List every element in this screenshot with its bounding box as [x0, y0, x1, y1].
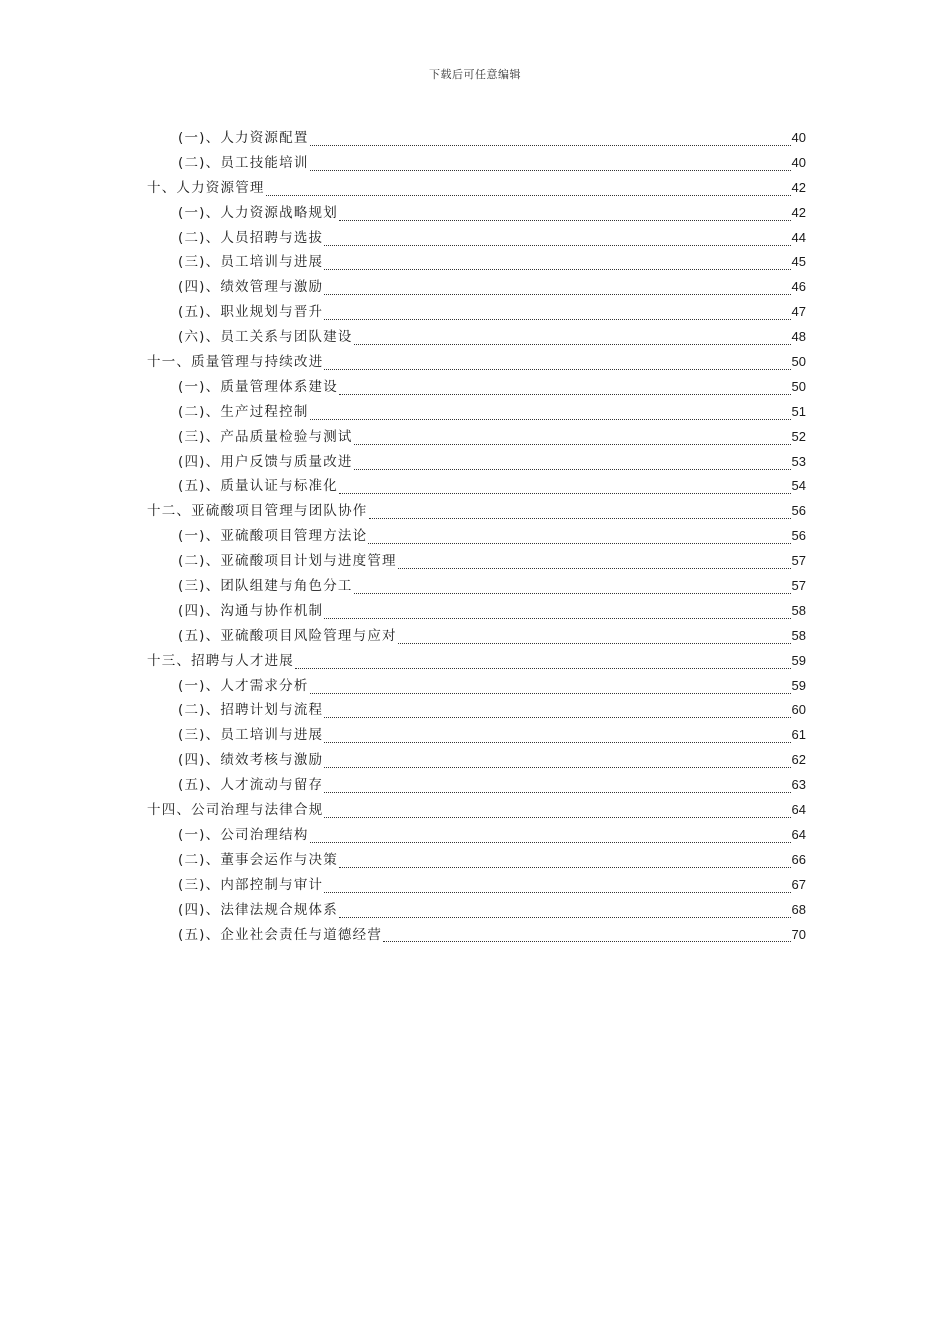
toc-entry-title: (五)、人才流动与留存	[178, 777, 324, 794]
toc-page-number: 52	[791, 428, 806, 444]
toc-entry-title: (三)、员工培训与进展	[178, 254, 324, 271]
toc-dot-leader	[324, 792, 790, 793]
page-header: 下载后可任意编辑	[429, 68, 521, 81]
toc-page-number: 42	[791, 204, 806, 220]
toc-dot-leader	[354, 344, 791, 345]
toc-dot-leader	[354, 469, 791, 470]
toc-entry-title: (二)、亚硫酸项目计划与进度管理	[178, 553, 397, 570]
toc-entry-title: (五)、质量认证与标准化	[178, 478, 338, 495]
toc-page-number: 68	[791, 901, 806, 917]
toc-page-number: 66	[791, 851, 806, 867]
toc-section-entry[interactable]	[147, 375, 806, 400]
toc-chapter-entry[interactable]	[147, 176, 806, 201]
toc-entry-title: (五)、职业规划与晋升	[178, 304, 324, 321]
toc-section-entry[interactable]	[147, 300, 806, 325]
toc-entry-title: 十二、亚硫酸项目管理与团队协作	[147, 503, 368, 520]
toc-entry-title: (一)、人力资源战略规划	[178, 204, 338, 221]
toc-page-number: 50	[791, 354, 806, 370]
toc-section-entry[interactable]	[147, 723, 806, 748]
toc-entry-title: (三)、产品质量检验与测试	[178, 428, 353, 445]
toc-section-entry[interactable]	[147, 823, 806, 848]
toc-page-number: 62	[791, 752, 806, 768]
toc-page-number: 51	[791, 403, 806, 419]
toc-page-number: 40	[791, 130, 806, 145]
toc-dot-leader	[310, 693, 791, 694]
toc-section-entry[interactable]	[147, 201, 806, 226]
toc-dot-leader	[398, 568, 791, 569]
toc-entry-title: (四)、用户反馈与质量改进	[178, 453, 353, 470]
toc-entry-title: (二)、招聘计划与流程	[178, 702, 324, 719]
toc-entry-title: (三)、团队组建与角色分工	[178, 578, 353, 595]
toc-dot-leader	[339, 917, 791, 918]
toc-entry-title: 十三、招聘与人才进展	[147, 652, 294, 669]
toc-page-number: 59	[791, 677, 806, 693]
toc-dot-leader	[324, 369, 790, 370]
toc-page-number: 57	[791, 553, 806, 569]
toc-section-entry[interactable]	[147, 698, 806, 723]
toc-entry-title: (六)、员工关系与团队建设	[178, 329, 353, 346]
toc-section-entry[interactable]	[147, 325, 806, 350]
toc-dot-leader	[324, 817, 790, 818]
toc-entry-title: (五)、企业社会责任与道德经营	[178, 926, 383, 943]
toc-section-entry[interactable]	[147, 275, 806, 300]
toc-chapter-entry[interactable]	[147, 798, 806, 823]
toc-section-entry[interactable]	[147, 599, 806, 624]
toc-section-entry[interactable]	[147, 425, 806, 450]
toc-entry-title: (一)、人力资源配置	[178, 130, 309, 146]
toc-section-entry[interactable]	[147, 549, 806, 574]
toc-page-number: 70	[791, 926, 806, 942]
toc-section-entry[interactable]	[147, 773, 806, 798]
toc-page-number: 63	[791, 777, 806, 793]
toc-section-entry[interactable]	[147, 524, 806, 549]
toc-section-entry[interactable]	[147, 400, 806, 425]
toc-section-entry[interactable]	[147, 474, 806, 499]
toc-entry-title: (一)、人才需求分析	[178, 677, 309, 694]
toc-dot-leader	[339, 867, 791, 868]
toc-dot-leader	[339, 220, 791, 221]
toc-page-number: 47	[791, 304, 806, 320]
toc-dot-leader	[324, 245, 790, 246]
toc-page-number: 64	[791, 802, 806, 818]
toc-dot-leader	[266, 195, 791, 196]
toc-page-number: 53	[791, 453, 806, 469]
toc-section-entry[interactable]	[147, 226, 806, 251]
toc-entry-title: (四)、绩效考核与激励	[178, 752, 324, 769]
toc-page-number: 44	[791, 229, 806, 245]
toc-dot-leader	[324, 618, 790, 619]
toc-entry-title: (二)、员工技能培训	[178, 154, 309, 171]
toc-page-number: 42	[791, 179, 806, 195]
toc-page-number: 60	[791, 702, 806, 718]
toc-section-entry[interactable]	[147, 873, 806, 898]
toc-page-number: 46	[791, 279, 806, 295]
toc-entry-title: (一)、亚硫酸项目管理方法论	[178, 528, 368, 545]
toc-section-entry[interactable]	[147, 674, 806, 699]
toc-section-entry[interactable]	[147, 450, 806, 475]
toc-page-number: 40	[791, 154, 806, 170]
toc-page-number: 56	[791, 503, 806, 519]
toc-page-number: 56	[791, 528, 806, 544]
toc-page-number: 67	[791, 876, 806, 892]
toc-dot-leader	[324, 294, 790, 295]
toc-dot-leader	[324, 892, 790, 893]
toc-entry-title: (五)、亚硫酸项目风险管理与应对	[178, 627, 397, 644]
toc-chapter-entry[interactable]	[147, 649, 806, 674]
toc-entry-title: 十、人力资源管理	[147, 179, 265, 196]
toc-dot-leader	[310, 145, 791, 146]
toc-page-number: 45	[791, 254, 806, 270]
toc-section-entry[interactable]	[147, 748, 806, 773]
toc-dot-leader	[295, 668, 791, 669]
toc-dot-leader	[369, 518, 791, 519]
toc-page-number: 58	[791, 627, 806, 643]
toc-dot-leader	[324, 717, 790, 718]
toc-entry-title: (三)、内部控制与审计	[178, 876, 324, 893]
toc-entry-title: (四)、法律法规合规体系	[178, 901, 338, 918]
table-of-contents	[147, 126, 806, 947]
toc-dot-leader	[324, 269, 790, 270]
toc-entry-title: (四)、绩效管理与激励	[178, 279, 324, 296]
toc-chapter-entry[interactable]	[147, 499, 806, 524]
toc-page-number: 64	[791, 826, 806, 842]
toc-entry-title: (二)、生产过程控制	[178, 403, 309, 420]
toc-section-entry[interactable]	[147, 848, 806, 873]
toc-dot-leader	[310, 419, 791, 420]
toc-entry-title: (一)、质量管理体系建设	[178, 378, 338, 395]
toc-page-number: 57	[791, 578, 806, 594]
toc-dot-leader	[324, 319, 790, 320]
toc-entry-title: 十四、公司治理与法律合规	[147, 802, 324, 819]
toc-dot-leader	[339, 493, 791, 494]
toc-page-number: 61	[791, 727, 806, 743]
toc-page-number: 50	[791, 378, 806, 394]
toc-section-entry[interactable]	[147, 574, 806, 599]
toc-entry-title: (四)、沟通与协作机制	[178, 602, 324, 619]
toc-page-number: 54	[791, 478, 806, 494]
toc-chapter-entry[interactable]	[147, 350, 806, 375]
toc-dot-leader	[310, 170, 791, 171]
toc-page-number: 59	[791, 652, 806, 668]
toc-dot-leader	[354, 444, 791, 445]
toc-dot-leader	[383, 941, 790, 942]
toc-dot-leader	[310, 842, 791, 843]
toc-entry-title: (二)、人员招聘与选拔	[178, 229, 324, 246]
toc-section-entry[interactable]	[147, 126, 806, 151]
toc-page-number: 48	[791, 329, 806, 345]
toc-section-entry[interactable]	[147, 151, 806, 176]
toc-section-entry[interactable]	[147, 250, 806, 275]
toc-entry-title: 十一、质量管理与持续改进	[147, 354, 324, 371]
toc-section-entry[interactable]	[147, 923, 806, 948]
toc-dot-leader	[354, 593, 791, 594]
toc-dot-leader	[339, 394, 791, 395]
toc-entry-title: (三)、员工培训与进展	[178, 727, 324, 744]
toc-dot-leader	[368, 543, 790, 544]
toc-entry-title: (一)、公司治理结构	[178, 826, 309, 843]
toc-entry-title: (二)、董事会运作与决策	[178, 851, 338, 868]
toc-dot-leader	[324, 742, 790, 743]
toc-dot-leader	[324, 767, 790, 768]
toc-section-entry[interactable]	[147, 898, 806, 923]
toc-page-number: 58	[791, 602, 806, 618]
toc-dot-leader	[398, 643, 791, 644]
toc-section-entry[interactable]	[147, 624, 806, 649]
